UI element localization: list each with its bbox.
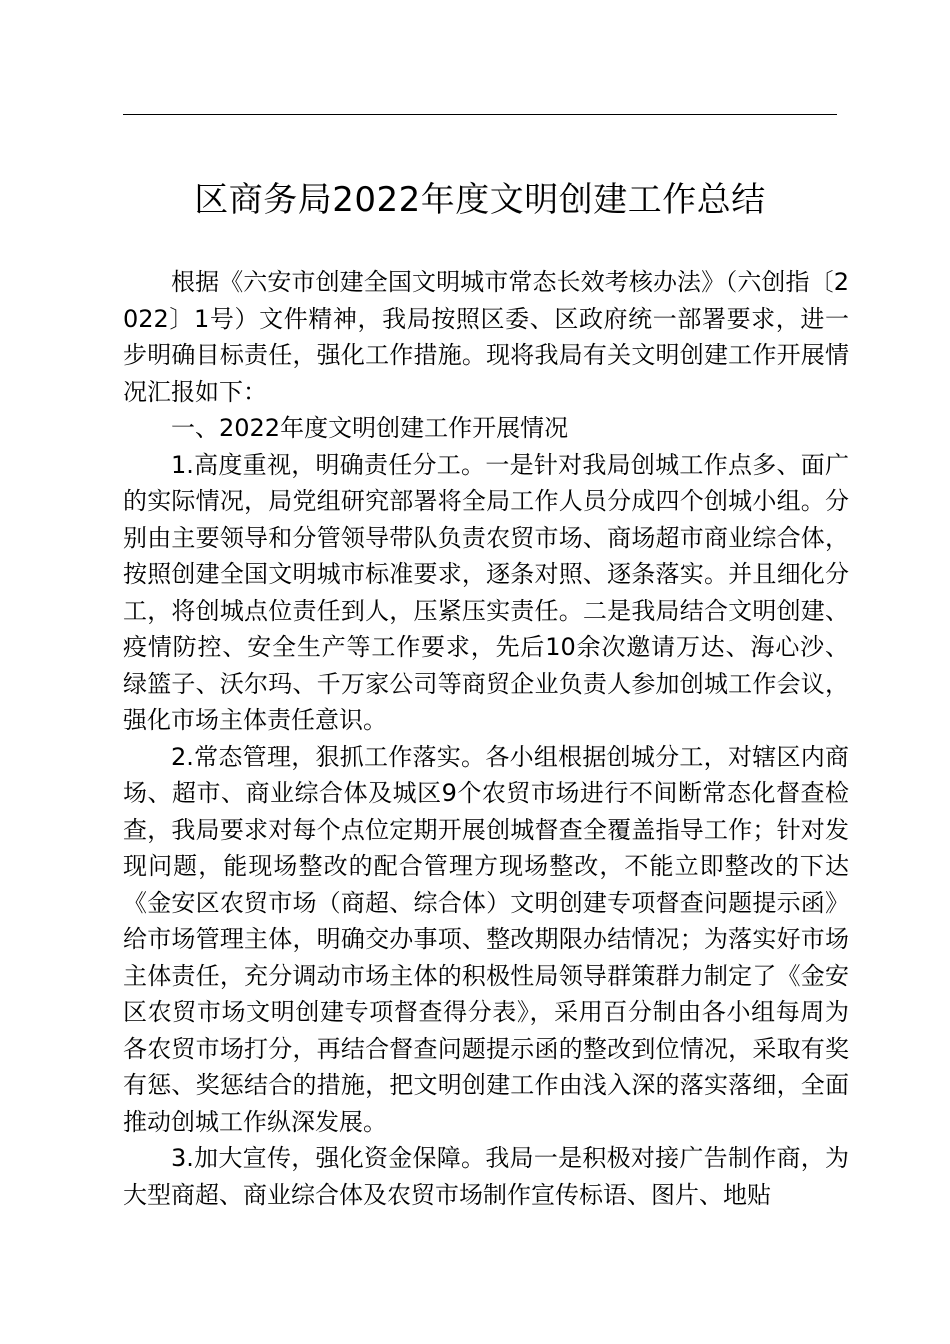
paragraph-item-3: 3.加大宣传，强化资金保障。我局一是积极对接广告制作商，为大型商超、商业综合体及农贸市场制作宣传标语、图片、地贴 bbox=[123, 1144, 849, 1209]
document-title: 区商务局2022年度文明创建工作总结 bbox=[194, 180, 766, 220]
paragraph-intro: 根据《六安市创建全国文明城市常态长效考核办法》（六创指〔2022〕1号）文件精神，我局按照区委、区政府统一部署要求，进一步明确目标责任，强化工作措施。现将我局有关文明创建工作开展情况汇报如下： bbox=[123, 268, 849, 406]
section-heading: 一、2022年度文明创建工作开展情况 bbox=[171, 414, 569, 442]
paragraph-item-2: 2.常态管理，狠抓工作落实。各小组根据创城分工，对辖区内商场、超市、商业综合体及城区9个农贸市场进行不间断常态化督查检查，我局要求对每个点位定期开展创城督查全覆盖指导工作；针对发现问题，能现场整改的配合管理方现场整改，不能立即整改的下达《金安区农贸市场（商超、综合体）文明创建专项督查问题提示函》给市场管理主体，明确交办事项、整改期限办结情况；为落实好市场主体责任，充分调动市场主体的积极性局领导群策群力制定了《金安区农贸市场文明创建专项督查得分表》，采用百分制由各小组每周为各农贸市场打分，再结合督查问题提示函的整改到位情况，采取有奖有惩、奖惩结合的措施，把文明创建工作由浅入深的落实落细，全面推动创城工作纵深发展。 bbox=[123, 742, 849, 1136]
document-body bbox=[123, 264, 849, 1213]
paragraph-item-1: 1.高度重视，明确责任分工。一是针对我局创城工作点多、面广的实际情况，局党组研究部署将全局工作人员分成四个创城小组。分别由主要领导和分管领导带队负责农贸市场、商场超市商业综合体，按照创建全国文明城市标准要求，逐条对照、逐条落实。并且细化分工，将创城点位责任到人，压紧压实责任。二是我局结合文明创建、疫情防控、安全生产等工作要求，先后10余次邀请万达、海心沙、绿篮子、沃尔玛、千万家公司等商贸企业负责人参加创城工作会议，强化市场主体责任意识。 bbox=[123, 450, 849, 734]
header-rule bbox=[123, 114, 837, 115]
